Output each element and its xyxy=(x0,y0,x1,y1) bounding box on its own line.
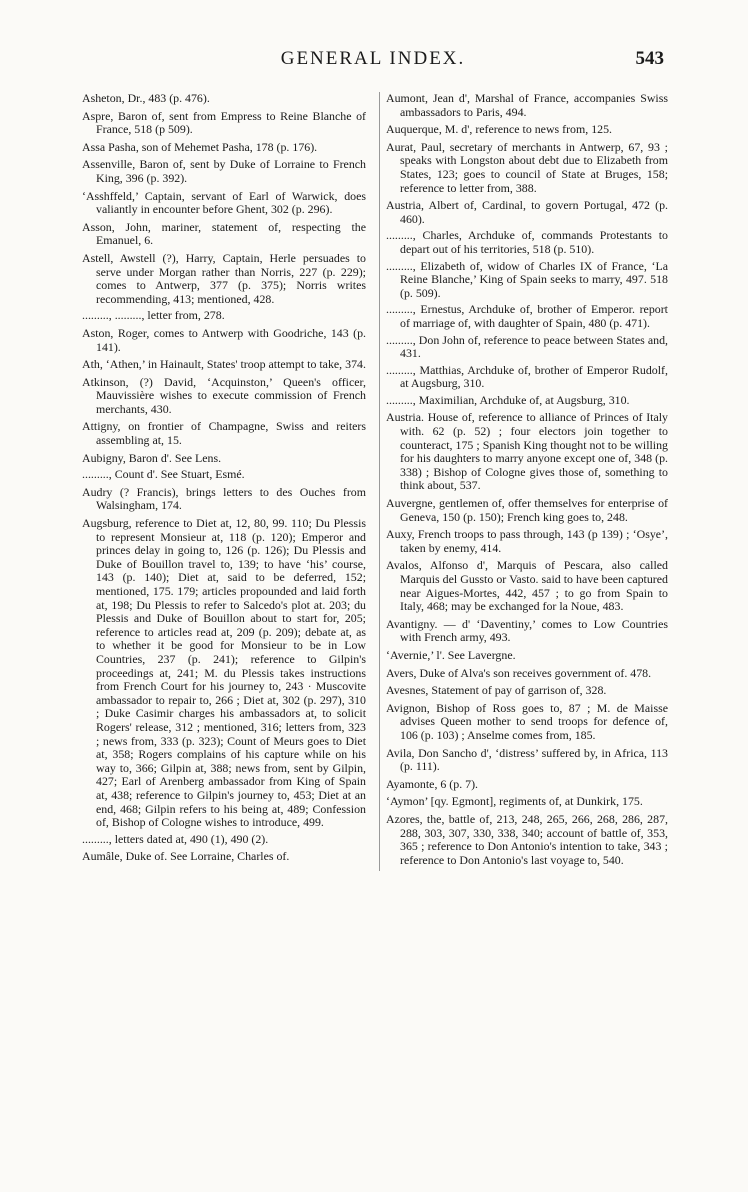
index-entry: Attigny, on frontier of Champagne, Swiss and reiters assembling at, 15. xyxy=(82,419,366,448)
index-entry: Astell, Awstell (?), Harry, Captain, Herle persuades to serve under Morgan rather than Norris, 227 (p. 229); comes to Antwerp, 377 (p. 375); Norris writes recommending, 413; mentioned, 428. xyxy=(82,250,366,306)
index-entry: Ath, ‘Athen,’ in Hainault, States' troop attempt to take, 374. xyxy=(82,357,366,372)
index-entry: Azores, the, battle of, 213, 248, 265, 266, 268, 286, 287, 288, 303, 307, 330, 338, 340; account of battle of, 353, 365 ; reference to Don Antonio's intention to take, 343 ; reference to Don Antonio's last voyage to, 540. xyxy=(386,811,668,867)
index-entry: Avila, Don Sancho d', ‘distress’ suffered by, in Africa, 113 (p. 111). xyxy=(386,745,668,774)
index-entry: Aubigny, Baron d'. See Lens. xyxy=(82,450,222,465)
index-entry: Aston, Roger, comes to Antwerp with Goodriche, 143 (p. 141). xyxy=(82,325,366,354)
index-subentry: ........., Charles, Archduke of, commands Protestants to depart out of his territories, 518 (p. 510). xyxy=(386,228,668,256)
index-entry: Avalos, Alfonso d', Marquis of Pescara, also called Marquis del Gussto or Vasto. said to have been captured near Aigues-Mortes, 442, 457 ; to go from Spain to Italy, 468; may be exchanged for la Noue, 483. xyxy=(386,558,668,614)
index-entry: Atkinson, (?) David, ‘Acquinston,’ Queen's officer, Mauvissière wishes to execute commission of French merchants, 430. xyxy=(82,374,366,416)
index-entry: Avers, Duke of Alva's son receives government of. 478. xyxy=(386,665,652,680)
index-subentry: ........., Don John of, reference to peace between States and, 431. xyxy=(386,332,668,361)
index-entry: Asson, John, mariner, statement of, respecting the Emanuel, 6. xyxy=(82,219,366,248)
index-subentry: ........., letters dated at, 490 (1), 490 (2). xyxy=(82,831,269,846)
index-entry: Avesnes, Statement of pay of garrison of, 328. xyxy=(386,683,607,698)
index-subentry: ........., Matthias, Archduke of, brother of Emperor Rudolf, at Augsburg, 310. xyxy=(386,362,668,391)
page-header xyxy=(82,48,664,78)
index-entry: ‘Aymon’ [qy. Egmont], regiments of, at Dunkirk, 175. xyxy=(386,794,643,809)
index-entry: Avantigny. — d' ‘Daventiny,’ comes to Low Countries with French army, 493. xyxy=(386,616,668,645)
index-entry: Asheton, Dr., 483 (p. 476). xyxy=(82,91,210,105)
index-subentry: ........., ........., letter from, 278. xyxy=(82,308,225,323)
index-columns xyxy=(82,92,668,871)
index-subentry: ........., Ernestus, Archduke of, brother of Emperor. report of marriage of, with daughter of Spain, 480 (p. 471). xyxy=(386,302,668,330)
index-subentry: ........., Count d'. See Stuart, Esmé. xyxy=(82,467,245,482)
index-entry: Avignon, Bishop of Ross goes to, 87 ; M. de Maisse advises Queen mother to send troops for defence of, 106 (p. 103) ; Anselme comes from, 185. xyxy=(386,700,668,742)
index-entry: Audry (? Francis), brings letters to des Ouches from Walsingham, 174. xyxy=(82,484,366,513)
index-entry: Aurat, Paul, secretary of merchants in Antwerp, 67, 93 ; speaks with Longston about debt due to Elizabeth from States, 123; goes to council of State at Bruges, 158; reference to letter from, 388. xyxy=(386,139,668,195)
index-subentry: ........., Elizabeth of, widow of Charles IX of France, ‘La Reine Blanche,’ King of Spain seeks to marry, 497. 518 (p. 509). xyxy=(386,258,668,300)
index-entry: Ayamonte, 6 (p. 7). xyxy=(386,776,479,791)
index-entry: Austria. House of, reference to alliance of Princes of Italy with. 62 (p. 52) ; four electors join together to counteract, 175 ; Spanish King thought not to be willing for his daughters to marry anyone except one of, 348 (p. 338) ; Bishop of Cologne gives those of, something to think about, 537. xyxy=(386,410,668,493)
left-column xyxy=(82,92,366,871)
index-entry: Auxy, French troops to pass through, 143 (p 139) ; ‘Osye’, taken by enemy, 414. xyxy=(386,527,668,555)
index-entry: Assa Pasha, son of Mehemet Pasha, 178 (p. 176). xyxy=(82,139,318,154)
index-entry: Aumâle, Duke of. See Lorraine, Charles of. xyxy=(82,849,290,864)
running-title: GENERAL INDEX. xyxy=(280,48,466,69)
page-number: 543 xyxy=(635,48,664,69)
index-entry: ‘Avernie,’ l'. See Lavergne. xyxy=(386,647,516,662)
index-entry: Assenville, Baron of, sent by Duke of Lorraine to French King, 396 (p. 392). xyxy=(82,157,366,185)
right-column xyxy=(379,92,668,871)
index-entry: Augsburg, reference to Diet at, 12, 80, 99. 110; Du Plessis to represent Monsieur at, 118 (p. 120); Emperor and princes delay in going to, 126 (p. 126); Du Plessis and Duke of Bouillon travel to, 139; to have ‘his’ course, 143 (p. 140); Diet at, said to be deferred, 152; mentioned, 175. 179; articles propounded and laid forth at, 198; Du Plessis to refer to Salcedo's plot at. 203; du Plessis and Duke of Bouillon about to start for, 205; reference to articles read at, 209 (p. 209); debate at, as to whether it be good for Monsieur to be in Low Countries, 237 (p. 241); reference to Gilpin's proceedings at, 241; M. du Plessis takes instructions from French Court for his journey to, 243 · Muscovite ambassador to repair to, 266 ; Diet at, 302 (p. 297), 310 ; Duke Casimir charges his ambassadors at, to solicit Rogers' release, 312 ; mentioned, 316; letters from, 323 ; news from, 333 (p. 323); Count of Meurs goes to Diet at, 358; Rogers complains of his capture while on his way to, 366; Gilpin at, 388; news from, sent by Gilpin, 427; Earl of Arenberg ambassador from King of Spain at, 438; reference to Gilpin's journey to, 453; Diet at an end, 468; Gilpin refers to his being at, 489; Confession of, Bishop of Cologne wishes to introduce, 499. xyxy=(82,516,366,830)
index-subentry: ........., Maximilian, Archduke of, at Augsburg, 310. xyxy=(386,392,630,407)
index-entry: Auvergne, gentlemen of, offer themselves for enterprise of Geneva, 150 (p. 150); French king goes to, 248. xyxy=(386,496,668,524)
index-entry: Austria, Albert of, Cardinal, to govern Portugal, 472 (p. 460). xyxy=(386,198,668,226)
index-entry: Aumont, Jean d', Marshal of France, accompanies Swiss ambassadors to Paris, 494. xyxy=(386,91,668,119)
index-entry: Auquerque, M. d', reference to news from, 125. xyxy=(386,122,613,137)
index-entry: Aspre, Baron of, sent from Empress to Reine Blanche of France, 518 (p 509). xyxy=(82,108,366,137)
index-entry: ‘Asshffeld,’ Captain, servant of Earl of Warwick, does valiantly in encounter before Ghent, 302 (p. 296). xyxy=(82,188,366,217)
